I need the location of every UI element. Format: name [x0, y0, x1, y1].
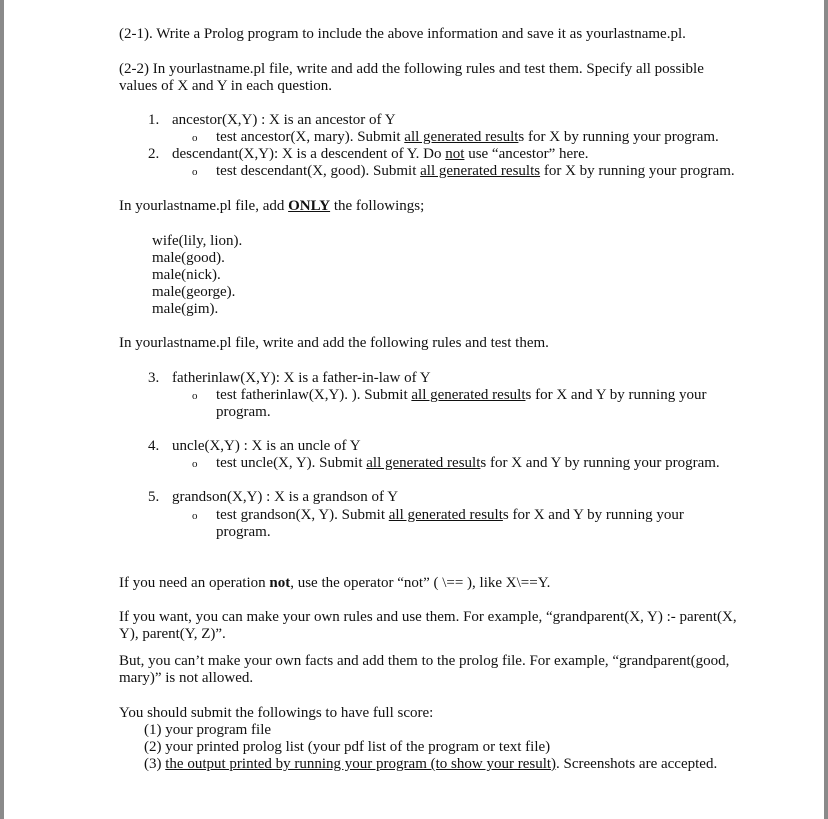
question-1-number: 1. — [148, 112, 160, 128]
fact-line: male(george). — [152, 284, 236, 300]
question-4-sub: o test uncle(X, Y). Submit all generated results for X and Y by running your program. — [192, 455, 720, 471]
question-1-title: ancestor(X,Y) : X is an ancestor of Y — [172, 112, 396, 128]
bullet-icon: o — [192, 166, 198, 178]
bullet-icon: o — [192, 132, 198, 144]
only-emphasis: ONLY — [288, 198, 331, 214]
all-generated-results: all generated result — [388, 507, 503, 523]
note-own-facts-line2: mary)” is not allowed. — [119, 670, 254, 686]
question-4-title: uncle(X,Y) : X is an uncle of Y — [172, 438, 361, 454]
submit-item-2: (2) your printed prolog list (your pdf list of the program or text file) — [144, 739, 551, 755]
not-bold: not — [269, 575, 291, 591]
page-border-right — [824, 0, 828, 819]
question-5-sub: o test grandson(X, Y). Submit all generated results for X and Y by running your — [192, 507, 684, 523]
section-2-2-line1: (2-2) In yourlastname.pl file, write and add the following rules and test them. Specify all possible — [119, 61, 704, 77]
question-1-sub: o test ancestor(X, mary). Submit all generated results for X by running your program. — [192, 129, 719, 145]
question-5 — [148, 489, 398, 506]
bullet-icon: o — [192, 390, 198, 402]
section-2-2-line2: values of X and Y in each question. — [119, 78, 332, 94]
question-5-title: grandson(X,Y) : X is a grandson of Y — [172, 489, 399, 505]
submit-item-3: (3) the output printed by running your program (to show your result). Screenshots are accepted. — [144, 756, 718, 772]
all-generated-results: all generated result — [411, 387, 526, 403]
bullet-icon: o — [192, 458, 198, 470]
question-3 — [148, 370, 431, 387]
question-4 — [148, 438, 361, 455]
question-5-number: 5. — [148, 489, 160, 505]
output-printed-link: the output printed by running your program (to show your result) — [165, 756, 557, 772]
submit-intro: You should submit the followings to have full score: — [119, 705, 434, 721]
all-generated-results: all generated result — [404, 129, 519, 145]
question-3-title: fatherinlaw(X,Y): X is a father-in-law of Y — [172, 370, 431, 386]
page-border-left — [0, 0, 4, 819]
not-emphasis: not — [445, 146, 465, 162]
submit-item-1: (1) your program file — [144, 722, 272, 738]
question-2-sub: o test descendant(X, good). Submit all generated results for X by running your program. — [192, 163, 735, 179]
note-own-facts-line1: But, you can’t make your own facts and add them to the prolog file. For example, “grandparent(good, — [119, 653, 730, 669]
all-generated-results: all generated results — [420, 163, 541, 179]
rules-intro: In yourlastname.pl file, write and add the following rules and test them. — [119, 335, 549, 351]
facts-intro: In yourlastname.pl file, add ONLY the followings; — [119, 198, 425, 214]
note-own-rules-line2: Y), parent(Y, Z)”. — [119, 626, 226, 642]
bullet-icon: o — [192, 510, 198, 522]
question-3-number: 3. — [148, 370, 160, 386]
question-5-sub-cont: program. — [216, 524, 271, 540]
question-4-number: 4. — [148, 438, 160, 454]
note-not-operator: If you need an operation not, use the operator “not” ( \== ), like X\==Y. — [119, 575, 551, 591]
question-1 — [148, 112, 396, 129]
fact-line: wife(lily, lion). — [152, 233, 243, 249]
question-2: 2. descendant(X,Y): X is a descendent of Y. Do not use “ancestor” here. — [148, 146, 589, 162]
note-own-rules-line1: If you want, you can make your own rules and use them. For example, “grandparent(X, Y) :- parent(X, — [119, 609, 737, 625]
fact-line: male(gim). — [152, 301, 219, 317]
question-2-number: 2. — [148, 146, 160, 162]
fact-line: male(nick). — [152, 267, 221, 283]
question-3-sub: o test fatherinlaw(X,Y). ). Submit all generated results for X and Y by running your — [192, 387, 707, 403]
fact-line: male(good). — [152, 250, 225, 266]
all-generated-results: all generated result — [366, 455, 481, 471]
section-2-1: (2-1). Write a Prolog program to include the above information and save it as yourlastname.pl. — [119, 26, 686, 42]
question-3-sub-cont: program. — [216, 404, 271, 420]
